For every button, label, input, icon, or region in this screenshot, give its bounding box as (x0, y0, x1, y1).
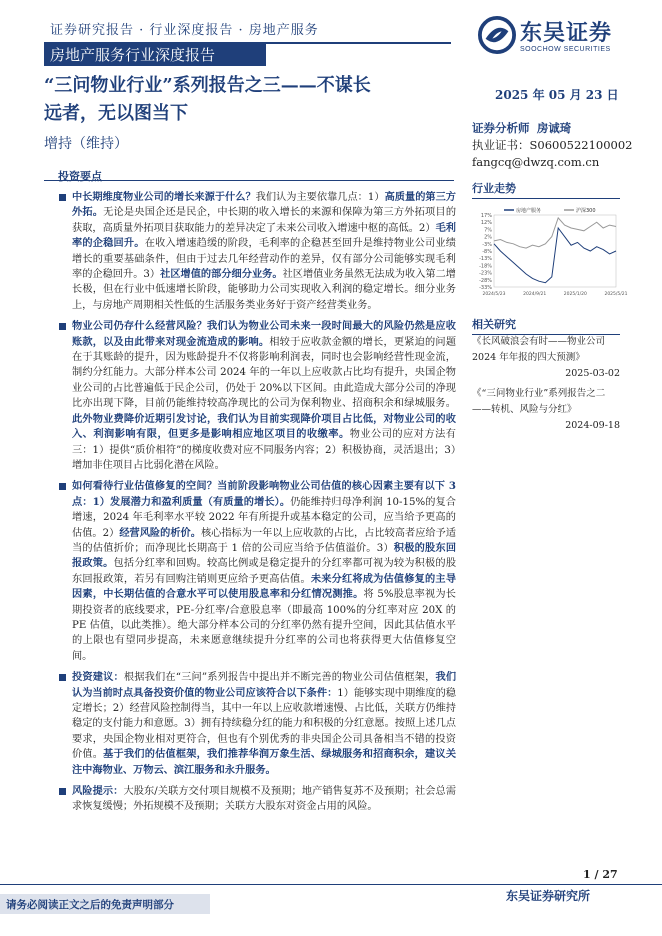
bullet-square-icon (59, 674, 66, 681)
institute-name: 东吴证券研究所 (506, 889, 591, 903)
bullet-text: 1）能够实现中期维度的稳定增长；2）经营风险控制得当，其中一年以上应收款增速慢、占比低，关联方仍维持稳定的支付能力和意愿。3）拥有持续稳分红的能力和积极的分红意愿。按照上述几点要求，央国企物业相对更符合，但也有个别优秀的非央国企公司具备相当不错的投资价值。 (72, 687, 456, 761)
bullet-text: 根据我们在“三问”系列报告中提出并不断完善的物业公司估值框架， (123, 672, 436, 684)
disclaimer-text: 请务必阅读正文之后的免责声明部分 (6, 899, 174, 911)
logo-swirl-icon (478, 16, 516, 54)
bullet-text: 仍能维持归母净利润 10-15%的复合增速，2024 年毛利率水平较 2022 年有所提升或基本稳定的公司，应当给予更高的估值。2） (72, 496, 456, 539)
chart-y-tick-label: -33% (479, 285, 492, 291)
breadcrumb: 证券研究报告 · 行业深度报告 · 房地产服务 (50, 23, 319, 38)
bullet-square-icon (59, 788, 66, 795)
bullet-text: 社区增值业务虽然无法成为收入第二增长极，但在行业中低速增长阶段，能够助力公司实现收入利润的稳定增长。细分业务上，与房地产周期相关性低的生活服务类业务好于资产经营类业务。 (72, 269, 456, 311)
disclaimer-box (0, 894, 210, 914)
analyst-email[interactable]: fangcq@dwzq.com.cn (472, 155, 600, 169)
rating: 增持（维持） (44, 136, 128, 152)
bullet-text: 相较于应收款金额的增长，更紧迫的问题在于其账龄的提升，因为账龄提升不仅将影响利润表，同时也会影响经营性现金流，制约分红能力。大部分样本公司 2024 年的一年以上应收款占比均有提升，央国企物业公司的占比普遍低于民企公司，仍处于 20%以下区间。由此造成大部分公司的净现比亦出现下降，目前仍能维持较高净现比的公司为保利物业、招商积余和绿城服务。 (72, 336, 457, 410)
analyst-info (472, 120, 633, 171)
trend-chart-svg (472, 203, 628, 313)
page-number: 1 / 27 (583, 868, 618, 881)
bullet-text: 将 5%股息率视为长期投资者的底线要求，PE-分红率/合意股息率（即最高 100%的分红率对应 20X 的 PE 估值，以此类推）。绝大部分样本公司的分红率仍然有提升空间，因此其估值水平的上限也有望同步提高，未来愿意继续提升分红率的公司也将获得更大估值修复空间。 (72, 589, 456, 662)
bullet-text: 我们认为主要依靠几点：1） (255, 192, 385, 203)
report-banner-title: 房地产服务行业深度报告 (50, 46, 216, 64)
bullet-square-icon (59, 483, 66, 490)
chart-y-tick-label: 17% (480, 213, 492, 219)
related-item-1[interactable]: 《长风破浪会有时——物业公司 2024 年年报的四大预测》 (472, 336, 606, 363)
chart-legend-label: 沪深300 (576, 208, 596, 214)
report-title (44, 72, 444, 128)
related-date-2: 2024-09-18 (565, 420, 620, 431)
bullet-lead: 投资建议： (72, 671, 124, 684)
analyst-label: 证券分析师 (472, 121, 530, 135)
chart-y-tick-label: 2% (484, 234, 492, 241)
bullet-investment (58, 670, 456, 778)
bullet-lead: 中长期维度物业公司的增长来源于什么？ (72, 191, 256, 203)
bullet-text: 无论是央国企还是民企，中长期的收入增长的来源和保障为第三方外拓项目的获取，高质量外拓项目获取能力的差异决定了未来公司收入增速中枢的高低。2） (72, 207, 457, 234)
bullet-bold: 高质量的第三方外拓。 (72, 191, 456, 219)
chart-y-tick-label: -18% (479, 263, 492, 270)
related-item-2[interactable]: 《“三问物业行业”系列报告之二——转机、风险与分红》 (472, 388, 606, 415)
bullet-text: 在收入增速趋缓的阶段，毛利率的企稳甚至回升是维持物业公司业绩增长的重要基础条件，但由于过去几年经营动作的差异，仅有部分公司能够实现毛利率的企稳回升。3） (72, 238, 456, 281)
chart-x-tick-label: 2024/5/23 (482, 292, 506, 297)
bullet-bold: 未来分红将成为估值修复的主导因素，中长期估值的合意水平可以使用股息率和分红情况测推。 (72, 572, 457, 601)
chart-x-tick-label: 2024/9/21 (523, 292, 547, 297)
bullet-bold: 经营风险的析价。 (119, 526, 201, 539)
chart-y-tick-label: -3% (482, 241, 492, 248)
sidebar (472, 180, 628, 313)
chart-x-tick-label: 2025/1/20 (563, 292, 587, 297)
bullet-text: 核心指标为一年以上应收款的占比，占比较高者应给予适当的估值折价；而净现比长期高于 1 倍的公司应当给予估值溢价。3） (72, 527, 456, 554)
footer-divider (0, 884, 662, 885)
chart-legend-label: 房地产服务 (516, 208, 542, 214)
title-line-2: 远者，无以图当下 (44, 103, 188, 124)
logo-english: SOOCHOW SECURITIES (520, 46, 611, 53)
bullet-text: 包括分红率和回购。较高比例或是稳定提升的分红率都可视为较为积极的股东回报政策，若另有回购注销则更应给予更高估值。 (72, 558, 457, 585)
analyst-name: 房诚琦 (536, 121, 572, 135)
bullet-text: 大股东/关联方交付项目规模不及预期；地产销售复苏不及预期；社会总需求恢复缓慢；外拓规模不及预期；关联方大股东对资金占用的风险。 (72, 786, 457, 813)
bullet-lead: 物业公司仍存什么经营风险？我们认为物业公司未来一段时间最大的风险仍然是应收账款，以及由此带来对现金流造成的影响。 (72, 320, 456, 348)
bullet-bold: 社区增值的部分细分业务。 (160, 268, 283, 281)
trend-chart (472, 203, 628, 313)
chart-y-tick-label: 7% (484, 227, 492, 234)
report-date: 2025 年 05 月 23 日 (495, 88, 619, 102)
bullet-risk-warning (58, 784, 456, 815)
chart-y-tick-label: -23% (479, 270, 492, 277)
bullet-text: 物业公司的应对方法有三：1）提供“质价相符”的梯度收费对应不同服务内容；2）积极协商，灵活退出；3）增加非住项目占比弱化潜在风险。 (72, 429, 456, 471)
bullet-growth (58, 190, 456, 313)
bullet-valuation (58, 479, 456, 664)
bullet-bold: 基于我们的估值框架，我们推荐华润万象生活、绿城服务和招商积余，建议关注中海物业、万物云、滨江服务和永升服务。 (72, 748, 457, 776)
key-points (58, 168, 456, 821)
chart-y-tick-label: -8% (482, 249, 492, 255)
bullet-risk (58, 319, 456, 473)
logo-chinese: 东吴证券 (520, 21, 613, 46)
chart-y-tick-label: 12% (480, 220, 492, 227)
title-line-1: “三问物业行业”系列报告之三——不谋长 (44, 75, 371, 96)
bullet-bold: 积极的股东回报政策。 (72, 541, 457, 570)
company-logo (478, 14, 628, 62)
related-heading: 相关研究 (472, 316, 620, 335)
bullet-square-icon (59, 323, 66, 330)
trend-heading: 行业走势 (472, 180, 620, 199)
chart-x-tick-label: 2025/5/21 (604, 292, 628, 297)
bullet-square-icon (59, 194, 66, 201)
chart-y-tick-label: -28% (479, 277, 492, 284)
chart-y-tick-label: -13% (479, 256, 492, 263)
bullet-bold: 我们认为当前时点具备投资价值的物业公司应该符合以下条件： (72, 671, 457, 699)
bullet-bold: 毛利率的企稳回升。 (72, 221, 456, 250)
related-date-1: 2025-03-02 (565, 368, 620, 379)
analyst-cert: 执业证书：S0600522100002 (472, 138, 633, 152)
bullet-bold: 此外物业费降价近期引发讨论，我们认为目前实现降价项目占比低，对物业公司的收入、利润影响有限，但更多是影响相应地区项目的收缴率。 (72, 412, 456, 441)
bullet-lead: 风险提示： (72, 785, 124, 798)
key-points-heading: 投资要点 (58, 170, 102, 183)
bullet-lead: 如何看待行业估值修复的空间？当前阶段影响物业公司估值的核心因素主要有以下 3 点：1）发展潜力和盈利质量（有质量的增长）。 (72, 480, 456, 508)
